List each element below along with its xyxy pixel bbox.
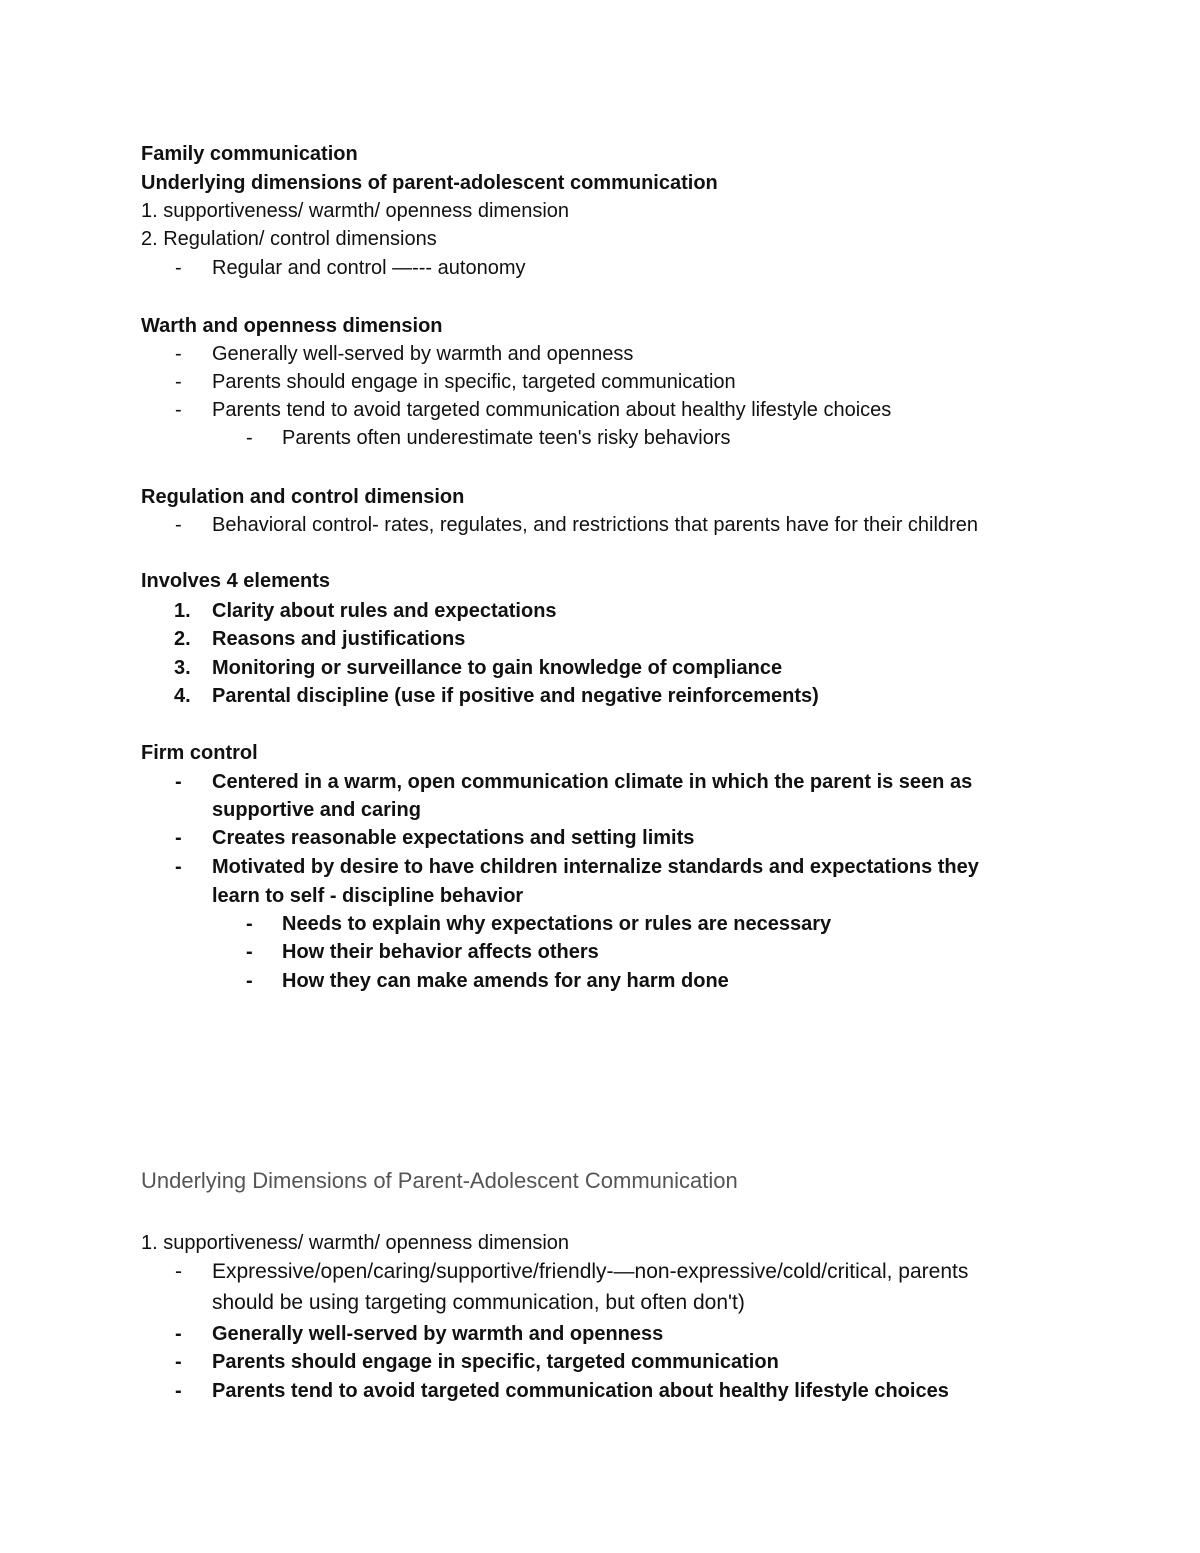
bullet-dash: - (175, 399, 182, 421)
bullet-dash: - (246, 970, 253, 992)
bullet-dash: - (175, 1351, 182, 1373)
list-item: 1. supportiveness/ warmth/ openness dimension (141, 200, 570, 222)
numbered-item: Parental discipline (use if positive and negative reinforcements) (212, 685, 819, 707)
bullet-item: Behavioral control- rates, regulates, and restrictions that parents have for their children (212, 514, 978, 536)
bullet-item: Parents tend to avoid targeted communication about healthy lifestyle choices (212, 1380, 949, 1402)
heading-warth-openness: Warth and openness dimension (141, 315, 443, 337)
list-number: 3. (174, 657, 191, 679)
bullet-item: Parents should engage in specific, targeted communication (212, 1351, 779, 1373)
list-item: 2. Regulation/ control dimensions (141, 228, 437, 250)
numbered-item: Reasons and justifications (212, 628, 466, 650)
bullet-dash: - (175, 371, 182, 393)
heading-underlying-dimensions-2: Underlying Dimensions of Parent-Adolescent Communication (141, 1168, 738, 1193)
bullet-item: Expressive/open/caring/supportive/friendly-—non-expressive/cold/critical, parents (212, 1260, 969, 1283)
bullet-dash: - (175, 514, 182, 536)
heading-firm-control: Firm control (141, 742, 258, 764)
list-item: 1. supportiveness/ warmth/ openness dimension (141, 1232, 570, 1254)
list-number: 1. (174, 600, 191, 622)
bullet-dash: - (175, 257, 182, 279)
bullet-item: Parents should engage in specific, targeted communication (212, 371, 736, 393)
numbered-item: Monitoring or surveillance to gain knowledge of compliance (212, 657, 783, 679)
bullet-dash: - (246, 941, 253, 963)
heading-regulation-control: Regulation and control dimension (141, 486, 465, 508)
bullet-item: Generally well-served by warmth and openness (212, 1323, 664, 1345)
bullet-item: Regular and control —--- autonomy (212, 257, 526, 279)
bullet-item: Motivated by desire to have children internalize standards and expectations they (212, 856, 979, 878)
list-number: 4. (174, 685, 191, 707)
bullet-item: Generally well-served by warmth and openness (212, 343, 634, 365)
bullet-dash: - (175, 343, 182, 365)
bullet-dash: - (246, 427, 253, 449)
bullet-dash: - (175, 1323, 182, 1345)
sub-bullet-item: How their behavior affects others (282, 941, 599, 963)
numbered-item: Clarity about rules and expectations (212, 600, 557, 622)
bullet-item-continued: learn to self - discipline behavior (212, 885, 524, 907)
list-number: 2. (174, 628, 191, 650)
sub-bullet-item: How they can make amends for any harm done (282, 970, 729, 992)
bullet-dash: - (175, 1260, 182, 1283)
heading-involves-elements: Involves 4 elements (141, 570, 330, 592)
heading-underlying-dimensions: Underlying dimensions of parent-adolescent communication (141, 172, 718, 194)
bullet-item: Parents tend to avoid targeted communication about healthy lifestyle choices (212, 399, 892, 421)
bullet-dash: - (175, 856, 182, 878)
bullet-dash: - (175, 771, 182, 793)
bullet-dash: - (175, 1380, 182, 1402)
bullet-dash: - (246, 913, 253, 935)
bullet-item: Centered in a warm, open communication climate in which the parent is seen as (212, 771, 973, 793)
heading-family-communication: Family communication (141, 143, 358, 165)
bullet-dash: - (175, 827, 182, 849)
sub-bullet-item: Needs to explain why expectations or rules are necessary (282, 913, 832, 935)
bullet-item: Creates reasonable expectations and setting limits (212, 827, 695, 849)
sub-bullet-item: Parents often underestimate teen's risky behaviors (282, 427, 731, 449)
bullet-item-continued: supportive and caring (212, 799, 421, 821)
bullet-item-continued: should be using targeting communication, but often don't) (212, 1291, 745, 1314)
